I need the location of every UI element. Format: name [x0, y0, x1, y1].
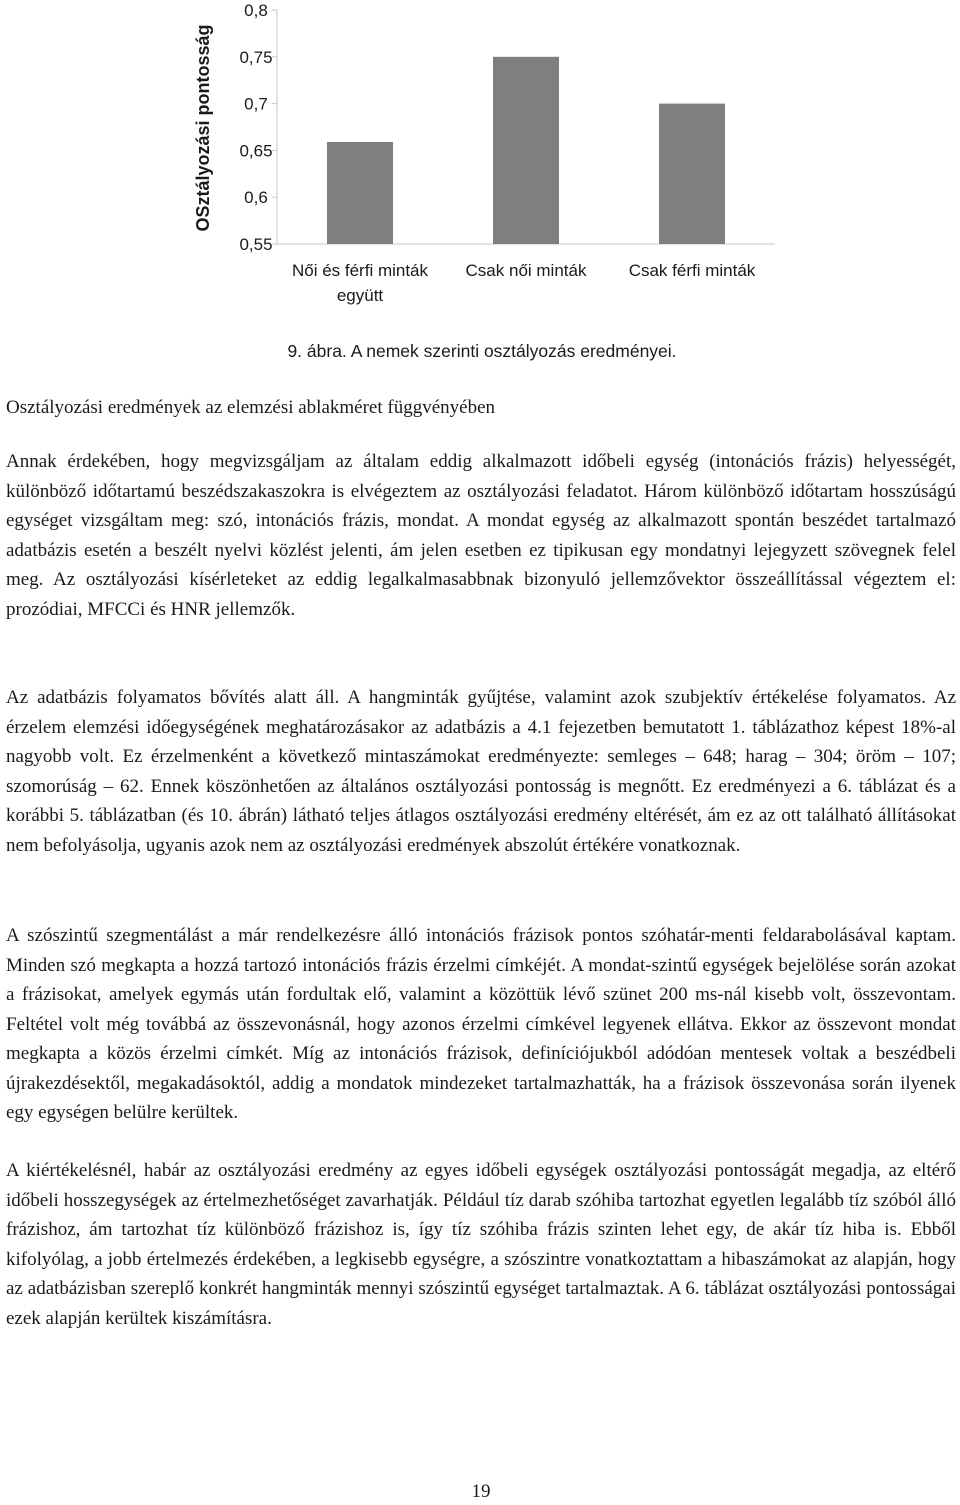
figure-caption-text: 9. ábra. A nemek szerinti osztályozás eredményei. — [287, 341, 677, 361]
x-category-label: Csak férfi minták — [628, 261, 756, 280]
bar-chart — [0, 0, 960, 320]
x-category-label: Női és férfi minták — [291, 261, 429, 280]
y-tick-label: 0,8 — [244, 1, 268, 20]
y-tick-label: 0,65 — [239, 141, 273, 161]
y-tick-label: 0,75 — [239, 47, 273, 67]
figure-caption — [0, 341, 960, 362]
x-category-label: együtt — [336, 286, 384, 305]
y-tick-label: 0,7 — [244, 94, 268, 114]
x-category-label: Csak női minták — [465, 261, 587, 280]
y-tick-label: 0,55 — [239, 235, 273, 254]
paragraph-3: A szószintű szegmentálást a már rendelkezésre álló intonációs frázisok pontos szóhatár-menti feldarabolásával kaptam. Minden szó megkapta a hozzá tartozó intonációs frázis érzelmi címkéjét. A mondat-szintű egységek bejelölése során azokat a frázisokat, amelyek egymás után fordultak elő, valamint a közöttük lévő szünet 200 ms-nál kisebb volt, összevontam. Feltétel volt még továbbá az összevonásnál, hogy azonos érzelmi címkével legyenek ellátva. Ekkor az összevont mondat megkapta a közös érzelmi címkét. Míg az intonációs frázisok, definíciójukból adódóan mentesek voltak a beszédbeli újrakezdésektől, megakadásoktól, addig a mondatok mindezeket tartalmazhatták, ha a frázisok összevonása során ilyenek egy egységen belülre kerültek. — [6, 925, 956, 1123]
section-heading: Osztályozási eredmények az elemzési ablakméret függvényében — [6, 397, 496, 418]
y-tick-label: 0,6 — [244, 188, 268, 208]
paragraph-1: Annak érdekében, hogy megvizsgáljam az általam eddig alkalmazott időbeli egység (intonációs frázis) helyességét, különböző időtartamú beszédszakaszokra is elvégeztem az osztályozási feladatot. Három különböző időtartam hosszúságú egységet vizsgáltam meg: szó, intonációs frázis, mondat. A mondat egység az alkalmazott spontán beszédet tartalmazó adatbázis esetén a beszélt nyelvi közlést jelenti, ám jelen esetben ez tipikusan egy mondatnyi lejegyzett szövegnek felel meg. Az osztályozási kísérleteket az eddig legalkalmasabbnak bizonyuló jellemzővektor összeállítással végeztem el: prozódiai, MFCCi és HNR jellemzők. — [6, 451, 956, 620]
paragraph-4: A kiértékelésnél, habár az osztályozási eredmény az egyes időbeli egységek osztályozási pontosságát megadja, az eltérő időbeli hosszegységek az értelmezhetőséget zavarhatják. Például tíz darab szóhiba tartozhat egyetlen legalább tíz szóból álló frázishoz, ám tartozhat tíz különböző frázishoz is, így tíz szóhiba frázis szinten lehet egy, de akár tíz hiba is. Ebből kifolyólag, a jobb értelmezés érdekében, a legkisebb egységre, a szószintre vonatkoztattam a hibaszámokat az alapján, hogy az adatbázisban szereplő konkrét hangminták mennyi szószintű egységet tartalmaztak. A 6. táblázat osztályozási pontosságai ezek alapján kerültek kiszámításra. — [6, 1160, 956, 1329]
y-axis-title: OSztályozási pontosság — [193, 24, 213, 232]
page-footer — [0, 1481, 960, 1503]
bar-1 — [327, 142, 393, 244]
page-number: 19 — [471, 1481, 491, 1502]
paragraph-2: Az adatbázis folyamatos bővítés alatt áll. A hangminták gyűjtése, valamint azok szubjektív értékelése folyamatos. Az érzelem elemzési időegységének meghatározásakor az adatbázis a 4.1 fejezetben bemutatott 1. táblázathoz képest 18%-al nagyobb volt. Ez érzelmenként a következő mintaszámokat eredményezte: semleges – 648; harag – 304; öröm – 107; szomorúság – 62. Ennek köszönhetően az általános osztályozási pontosság is megnőtt. Ez eredményezi a 6. táblázat és a korábbi 5. táblázatban (és 10. ábrán) látható teljes átlagos osztályozási eredmény eltérését, ám ez az ott található állításokat nem befolyásolja, ugyanis azok nem az osztályozási eredmények abszolút értékére vonatkoznak. — [6, 687, 956, 856]
bar-2 — [493, 57, 559, 244]
bar-3 — [659, 104, 725, 244]
